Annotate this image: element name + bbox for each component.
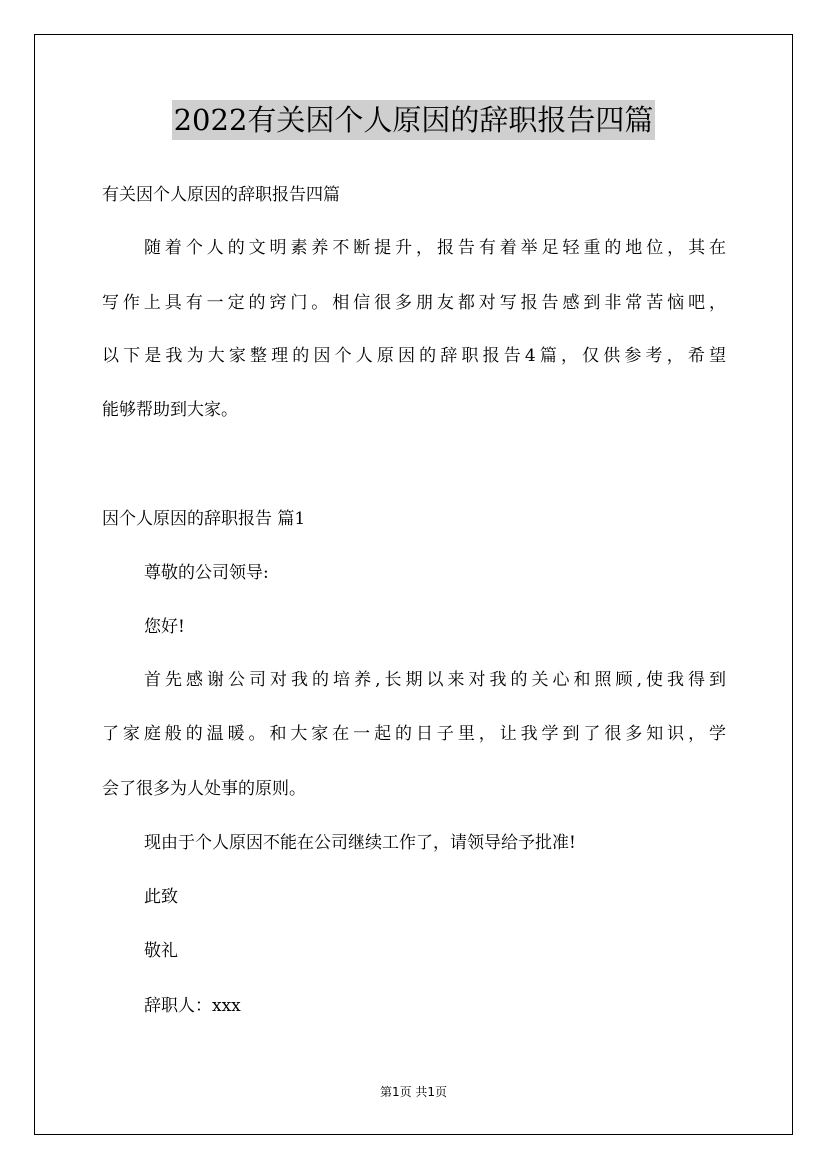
intro-line-2: 写作上具有一定的窍门。相信很多朋友都对写报告感到非常苦恼吧， xyxy=(102,293,726,313)
body-line-2: 了家庭般的温暖。和大家在一起的日子里，让我学到了很多知识，学 xyxy=(102,724,726,744)
document-subtitle: 有关因个人原因的辞职报告四篇 xyxy=(102,185,340,205)
document-title: 2022有关因个人原因的辞职报告四篇 xyxy=(172,100,656,140)
intro-line-3: 以下是我为大家整理的因个人原因的辞职报告4篇，仅供参考，希望 xyxy=(102,346,726,366)
body-line-3: 会了很多为人处事的原则。 xyxy=(102,779,306,799)
section-heading: 因个人原因的辞职报告 篇1 xyxy=(102,509,306,529)
closing-jing-li: 敬礼 xyxy=(144,941,178,961)
title-container xyxy=(0,100,827,140)
intro-line-1: 随着个人的文明素养不断提升，报告有着举足轻重的地位，其在 xyxy=(144,238,726,258)
page-indicator: 第1页 共1页 xyxy=(379,1085,448,1099)
greeting: 您好! xyxy=(144,617,185,637)
signature: 辞职人：xxx xyxy=(144,996,241,1016)
closing-ci-zhi: 此致 xyxy=(144,887,178,907)
body-line-1: 首先感谢公司对我的培养,长期以来对我的关心和照顾,使我得到 xyxy=(144,670,726,690)
intro-line-4: 能够帮助到大家。 xyxy=(102,400,238,420)
salutation: 尊敬的公司领导: xyxy=(144,563,269,583)
body-paragraph-2: 现由于个人原因不能在公司继续工作了，请领导给予批准! xyxy=(144,833,576,853)
